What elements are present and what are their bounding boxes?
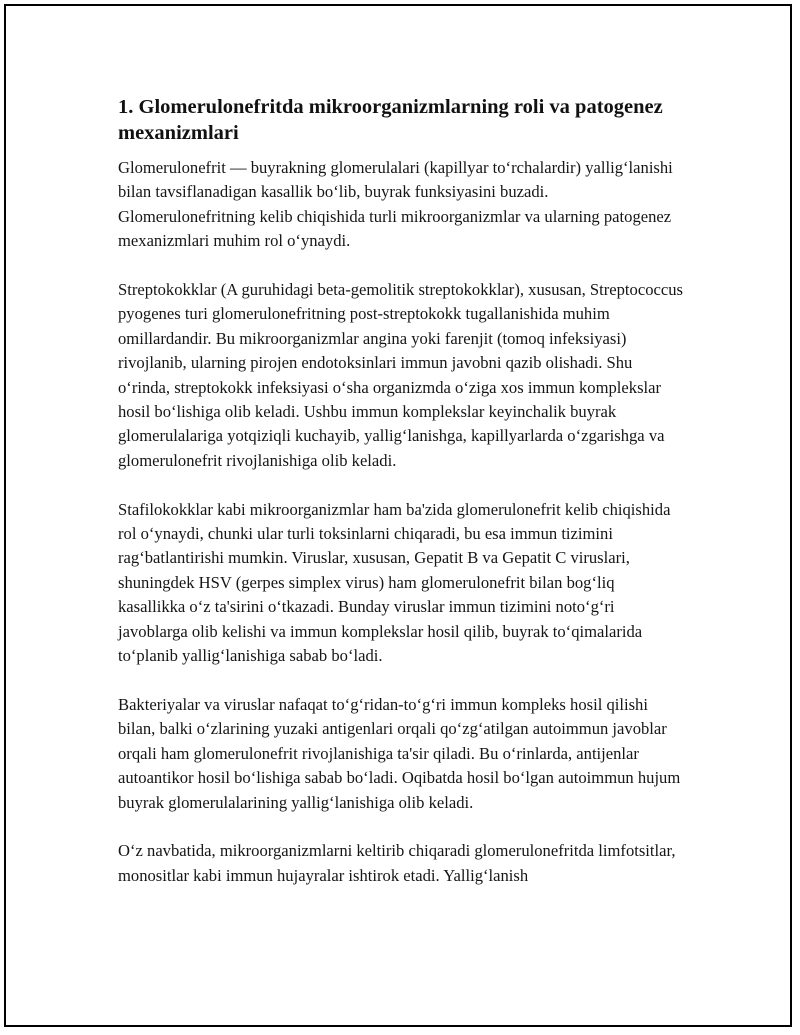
paragraph-autoimmune: Bakteriyalar va viruslar nafaqat to‘g‘ridan-to‘g‘ri immun kompleks hosil qilishi bilan, balki o‘zlarining yuzaki antigenlari orqali qo‘zg‘atilgan autoimmun javoblar orqali ham glomerulonefrit rivojlanishiga ta'sir qiladi. Bu o‘rinlarda, antijenlar autoantikor hosil bo‘lishiga sabab bo‘ladi. Oqibatda hosil bo‘lgan autoimmun hujum buyrak glomerulalarining yallig‘lanishiga olib keladi. [118, 694, 681, 812]
document-body [118, 94, 684, 913]
paragraph-staphylococci-viruses: Stafilokokklar kabi mikroorganizmlar ham ba'zida glomerulonefrit kelib chiqishida rol o‘ynaydi, chunki ular turli toksinlarni chiqaradi, bu esa immun tizimini rag‘batlantirishi mumkin. Viruslar, xususan, Gepatit B va Gepatit C viruslari, shuningdek HSV (gerpes simplex virus) ham glomerulonefrit bilan bog‘liq kasallikka o‘z ta'sirini o‘tkazadi. Bunday viruslar immun tizimini noto‘g‘ri javoblarga olib kelishi va immun komplekslar hosil qilib, buyrak to‘qimalarida to‘planib yallig‘lanishiga sabab bo‘ladi. [118, 499, 671, 666]
paragraph-intro: Glomerulonefrit — buyrakning glomerulalari (kapillyar to‘rchalardir) yallig‘lanishi bilan tavsiflanadigan kasallik bo‘lib, buyrak funksiyasini buzadi. Glomerulonefritning kelib chiqishida turli mikroorganizmlar va ularning patogenez mexanizmlari muhim rol o‘ynaydi. [118, 158, 673, 251]
paragraph-immune-cells: O‘z navbatida, mikroorganizmlarni keltirib chiqaradi glomerulonefritda limfotsitlar, monositlar kabi immun hujayralar ishtirok etadi. Yallig‘lanish [118, 841, 676, 885]
paragraph-streptococci: Streptokokklar (A guruhidagi beta-gemolitik streptokokklar), xususan, Streptococcus pyogenes turi glomerulonefritning post-streptokokk tugallanishida muhim omillardandir. Bu mikroorganizmlar angina yoki farenjit (tomoq infeksiyasi) rivojlanib, ularning pirojen endotoksinlari immun javobni qazib olishadi. Shu o‘rinda, streptokokk infeksiyasi o‘sha organizmda o‘ziga xos immun komplekslar hosil bo‘lishiga olib keladi. Ushbu immun komplekslar keyinchalik buyrak glomerulalariga yotqiziqli kuchayib, yallig‘lanishga, kapillyarlarda o‘zgarishga va glomerulonefrit rivojlanishiga olib keladi. [118, 280, 683, 470]
section-heading: 1. Glomerulonefritda mikroorganizmlarning roli va patogenez mexanizmlari [118, 96, 663, 144]
